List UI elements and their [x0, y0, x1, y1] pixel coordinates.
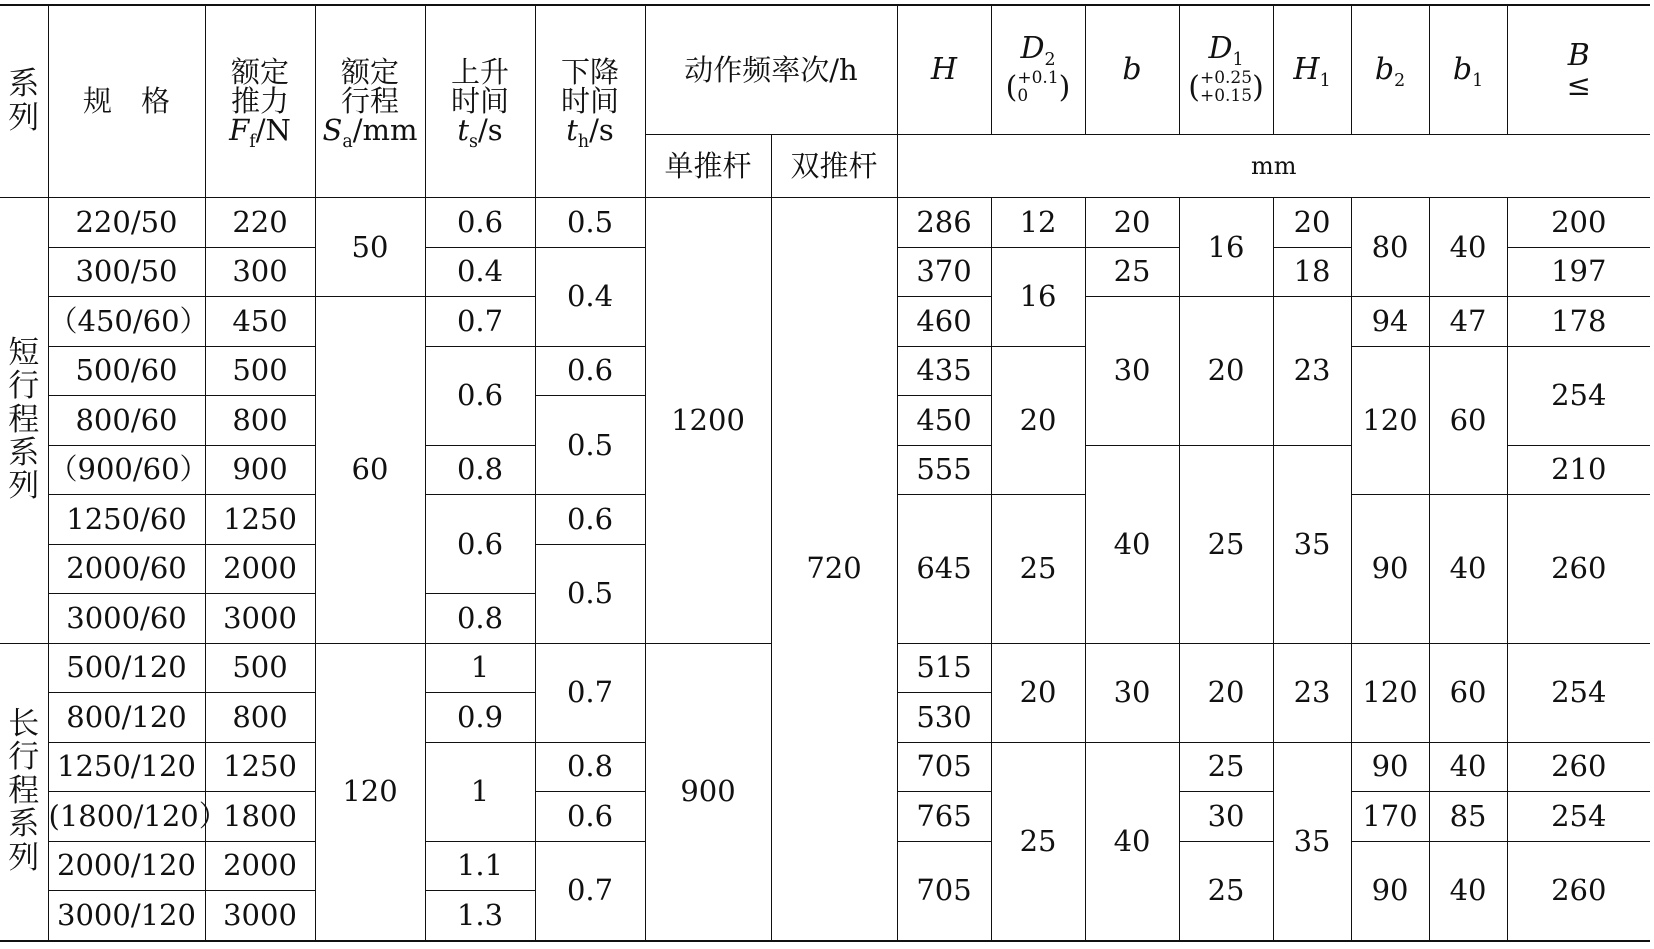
cell-thrust: 2000: [205, 544, 315, 594]
header-unit-mm: mm: [897, 135, 1650, 198]
cell-rise: 1.3: [425, 891, 535, 941]
cell-stroke: 60: [315, 297, 425, 644]
cell-spec: 220/50: [48, 198, 205, 248]
cell-D2: 25: [991, 495, 1085, 644]
header-fall-time: 下降 时间 $t_h/s$: [535, 5, 645, 198]
cell-rise: 1: [425, 742, 535, 841]
cell-H: 705: [897, 841, 991, 941]
cell-b1: 60: [1429, 643, 1507, 742]
cell-thrust: 450: [205, 297, 315, 347]
cell-spec: 2000/120: [48, 841, 205, 891]
header-H1: $H_1$: [1273, 5, 1351, 135]
cell-b: 40: [1085, 445, 1179, 643]
cell-thrust: 1250: [205, 495, 315, 545]
cell-spec: 3000/60: [48, 594, 205, 644]
cell-H: 705: [897, 742, 991, 792]
cell-b2: 90: [1351, 841, 1429, 941]
cell-b2: 90: [1351, 742, 1429, 792]
cell-D1: 25: [1179, 445, 1273, 643]
cell-D1: 25: [1179, 841, 1273, 941]
cell-single-freq: 900: [645, 643, 771, 941]
header-b2: $b_2$: [1351, 5, 1429, 135]
cell-H: 370: [897, 247, 991, 297]
cell-rise: 0.7: [425, 297, 535, 347]
header-series: 系列: [0, 5, 48, 198]
cell-b2: 170: [1351, 792, 1429, 842]
cell-fall: 0.7: [535, 841, 645, 941]
cell-B: 200: [1507, 198, 1650, 248]
cell-b2: 80: [1351, 198, 1429, 297]
cell-H1: 35: [1273, 742, 1351, 941]
cell-spec: 1250/120: [48, 742, 205, 792]
cell-b1: 40: [1429, 495, 1507, 644]
cell-D2: 12: [991, 198, 1085, 248]
header-b: b: [1085, 5, 1179, 135]
cell-fall: 0.5: [535, 544, 645, 643]
cell-fall: 0.6: [535, 792, 645, 842]
cell-H: 435: [897, 346, 991, 396]
cell-b1: 40: [1429, 742, 1507, 792]
cell-fall: 0.5: [535, 198, 645, 248]
cell-spec: （450/60）: [48, 297, 205, 347]
cell-D1: 20: [1179, 297, 1273, 446]
cell-D2: 20: [991, 346, 1085, 495]
cell-b1: 40: [1429, 841, 1507, 941]
cell-rise: 1: [425, 643, 535, 693]
cell-B: 210: [1507, 445, 1650, 495]
header-spec: 规 格: [48, 5, 205, 198]
cell-thrust: 3000: [205, 891, 315, 941]
cell-B: 260: [1507, 841, 1650, 941]
cell-D1: 16: [1179, 198, 1273, 297]
cell-B: 178: [1507, 297, 1650, 347]
cell-spec: 2000/60: [48, 544, 205, 594]
series-short: 短行程系列: [0, 198, 48, 644]
cell-spec: 800/120: [48, 693, 205, 743]
cell-H: 286: [897, 198, 991, 248]
cell-stroke: 120: [315, 643, 425, 941]
cell-B: 260: [1507, 495, 1650, 644]
cell-single-freq: 1200: [645, 198, 771, 644]
series-long: 长行程系列: [0, 643, 48, 941]
cell-thrust: 220: [205, 198, 315, 248]
cell-thrust: 1250: [205, 742, 315, 792]
cell-b1: 40: [1429, 198, 1507, 297]
cell-rise: 0.4: [425, 247, 535, 297]
cell-b2: 120: [1351, 643, 1429, 742]
cell-H: 555: [897, 445, 991, 495]
cell-B: 254: [1507, 346, 1650, 445]
cell-B: 197: [1507, 247, 1650, 297]
cell-fall: 0.5: [535, 396, 645, 495]
cell-stroke: 50: [315, 198, 425, 297]
cell-thrust: 2000: [205, 841, 315, 891]
cell-spec: (1800/120）: [48, 792, 205, 842]
cell-spec: 500/60: [48, 346, 205, 396]
header-rise-time: 上升 时间 $t_s/s$: [425, 5, 535, 198]
cell-b: 30: [1085, 297, 1179, 446]
cell-fall: 0.6: [535, 346, 645, 396]
cell-H1: 18: [1273, 247, 1351, 297]
cell-b: 25: [1085, 247, 1179, 297]
header-B: B ≤: [1507, 5, 1650, 135]
cell-H: 515: [897, 643, 991, 693]
cell-b: 40: [1085, 742, 1179, 941]
cell-thrust: 500: [205, 643, 315, 693]
cell-rise: 0.8: [425, 445, 535, 495]
cell-H1: 35: [1273, 445, 1351, 643]
header-D2: $D_2$ ( +0.1 0 ): [991, 5, 1085, 135]
cell-fall: 0.6: [535, 495, 645, 545]
cell-b1: 60: [1429, 346, 1507, 495]
cell-spec: 1250/60: [48, 495, 205, 545]
cell-rise: 0.6: [425, 495, 535, 594]
cell-thrust: 300: [205, 247, 315, 297]
header-stroke: 额定 行程 $S_a/mm$: [315, 5, 425, 198]
cell-thrust: 800: [205, 693, 315, 743]
cell-H: 460: [897, 297, 991, 347]
cell-D2: 16: [991, 247, 1085, 346]
cell-D2: 20: [991, 643, 1085, 742]
cell-H: 765: [897, 792, 991, 842]
cell-D1: 25: [1179, 742, 1273, 792]
cell-thrust: 500: [205, 346, 315, 396]
cell-b: 30: [1085, 643, 1179, 742]
cell-B: 254: [1507, 643, 1650, 742]
cell-fall: 0.4: [535, 247, 645, 346]
header-H: H: [897, 5, 991, 135]
cell-spec: （900/60）: [48, 445, 205, 495]
cell-D1: 30: [1179, 792, 1273, 842]
cell-D1: 20: [1179, 643, 1273, 742]
header-D1: $D_1$ ( +0.25 +0.15 ): [1179, 5, 1273, 135]
cell-spec: 500/120: [48, 643, 205, 693]
cell-b2: 90: [1351, 495, 1429, 644]
push-rod-spec-table: [0, 4, 1650, 942]
header-single-rod: 单推杆: [645, 135, 771, 198]
cell-b2: 94: [1351, 297, 1429, 347]
cell-H: 530: [897, 693, 991, 743]
cell-H1: 23: [1273, 297, 1351, 446]
cell-H1: 20: [1273, 198, 1351, 248]
header-frequency: 动作频率次/h: [645, 5, 897, 135]
header-double-rod: 双推杆: [771, 135, 897, 198]
header-row-1: [0, 5, 1650, 135]
header-b1: $b_1$: [1429, 5, 1507, 135]
cell-H: 645: [897, 495, 991, 644]
cell-B: 260: [1507, 742, 1650, 792]
cell-rise: 0.6: [425, 198, 535, 248]
cell-fall: 0.8: [535, 742, 645, 792]
cell-spec: 800/60: [48, 396, 205, 446]
cell-thrust: 1800: [205, 792, 315, 842]
cell-thrust: 800: [205, 396, 315, 446]
cell-b1: 85: [1429, 792, 1507, 842]
cell-H1: 23: [1273, 643, 1351, 742]
cell-thrust: 900: [205, 445, 315, 495]
cell-H: 450: [897, 396, 991, 446]
cell-fall: 0.7: [535, 643, 645, 742]
cell-double-freq: 720: [771, 198, 897, 941]
table-row: [0, 198, 1650, 248]
cell-b1: 47: [1429, 297, 1507, 347]
cell-spec: 300/50: [48, 247, 205, 297]
cell-rise: 1.1: [425, 841, 535, 891]
cell-b: 20: [1085, 198, 1179, 248]
cell-rise: 0.8: [425, 594, 535, 644]
cell-rise: 0.6: [425, 346, 535, 445]
cell-b2: 120: [1351, 346, 1429, 495]
cell-rise: 0.9: [425, 693, 535, 743]
cell-spec: 3000/120: [48, 891, 205, 941]
cell-D2: 25: [991, 742, 1085, 941]
cell-thrust: 3000: [205, 594, 315, 644]
cell-B: 254: [1507, 792, 1650, 842]
header-thrust: 额定 推力 $F_f/N$: [205, 5, 315, 198]
